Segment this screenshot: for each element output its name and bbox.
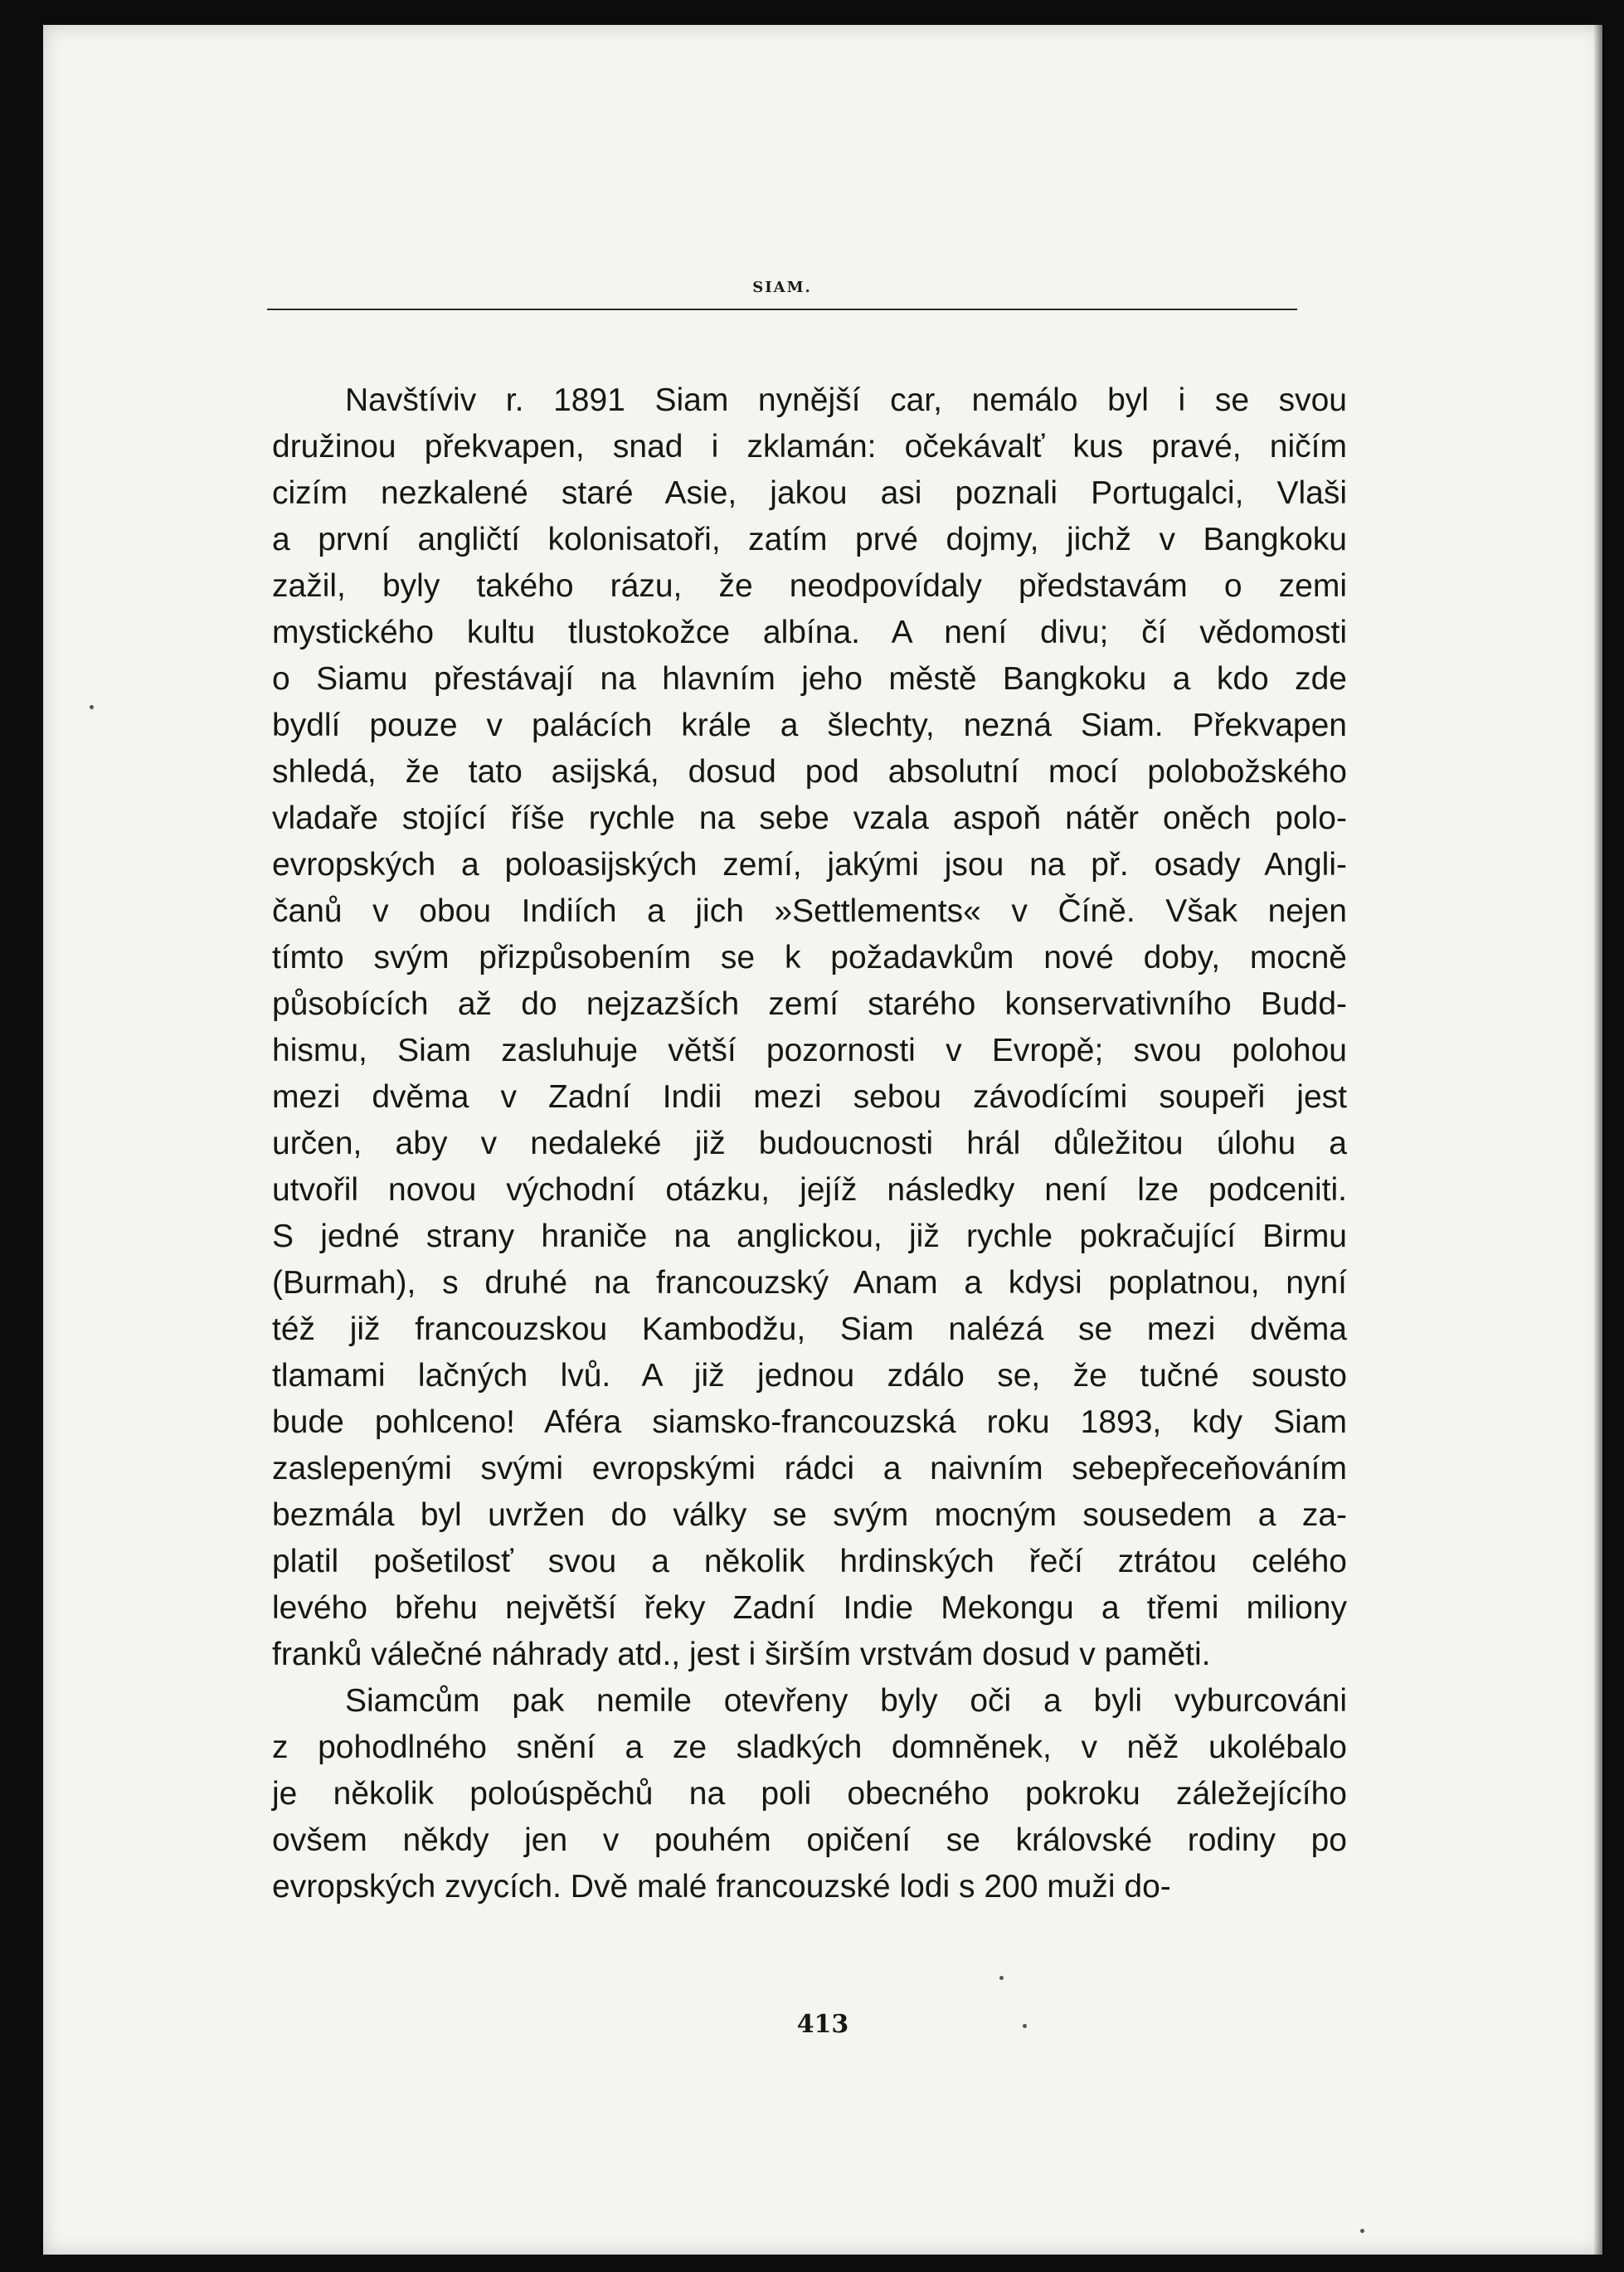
text-line: bude pohlceno! Aféra siamsko-francouzská roku 1893, kdy Siam (272, 1404, 1347, 1440)
text-line: levého břehu největší řeky Zadní Indie Mekongu a třemi miliony (272, 1590, 1347, 1626)
paragraph (272, 1678, 1347, 1910)
body-text (272, 377, 1347, 1910)
text-line: Siamcům pak nemile otevřeny byly oči a byli vyburcováni (345, 1683, 1347, 1719)
scan-speck (1023, 2024, 1027, 2028)
text-line: platil pošetilosť svou a několik hrdinských řečí ztrátou celého (272, 1544, 1347, 1579)
text-line: S jedné strany hraniče na anglickou, již rychle pokračující Birmu (272, 1219, 1347, 1254)
text-line: bezmála byl uvržen do války se svým mocným sousedem a za- (272, 1497, 1347, 1533)
text-line: bydlí pouze v palácích krále a šlechty, nezná Siam. Překvapen (272, 708, 1347, 743)
text-line: vladaře stojící říše rychle na sebe vzala aspoň nátěr oněch polo- (272, 800, 1347, 836)
text-line: čanů v obou Indiích a jich »Settlements« v Číně. Však nejen (272, 893, 1347, 929)
text-line: též již francouzskou Kambodžu, Siam nalézá se mezi dvěma (272, 1311, 1347, 1347)
text-line: mezi dvěma v Zadní Indii mezi sebou závodícími soupeři jest (272, 1079, 1347, 1115)
text-line: (Burmah), s druhé na francouzský Anam a kdysi poplatnou, nyní (272, 1265, 1347, 1301)
text-line: je několik poloúspěchů na poli obecného pokroku záležejícího (272, 1776, 1347, 1812)
text-line: družinou překvapen, snad i zklamán: očekávalť kus pravé, ničím (272, 429, 1347, 465)
text-line: a první angličtí kolonisatoři, zatím prvé dojmy, jichž v Bangkoku (272, 522, 1347, 557)
text-line: utvořil novou východní otázku, jejíž následky není lze podceniti. (272, 1172, 1347, 1208)
text-line: franků válečné náhrady atd., jest i širším vrstvám dosud v paměti. (272, 1637, 1211, 1672)
text-line: určen, aby v nedaleké již budoucnosti hrál důležitou úlohu a (272, 1126, 1347, 1161)
text-line: hismu, Siam zasluhuje větší pozornosti v Evropě; svou polohou (272, 1033, 1347, 1068)
text-line: působících až do nejzazších zemí starého konservativního Budd- (272, 986, 1347, 1022)
text-line: Navštíviv r. 1891 Siam nynější car, nemálo byl i se svou (345, 382, 1347, 418)
text-line: evropských zvycích. Dvě malé francouzské lodi s 200 muži do- (272, 1869, 1171, 1905)
text-line: shledá, že tato asijská, dosud pod absolutní mocí polobožského (272, 754, 1347, 790)
running-title: SIAM. (752, 279, 812, 296)
book-page (43, 25, 1602, 2255)
page-number: 413 (796, 2010, 849, 2039)
scan-speck (90, 705, 94, 709)
text-line: cizím nezkalené staré Asie, jakou asi poznali Portugalci, Vlaši (272, 475, 1347, 511)
text-line: zaslepenými svými evropskými rádci a naivním sebepřeceňováním (272, 1451, 1347, 1486)
text-line: zažil, byly takého rázu, že neodpovídaly představám o zemi (272, 568, 1347, 604)
text-line: evropských a poloasijských zemí, jakými jsou na př. osady Angli- (272, 847, 1347, 883)
paragraph (272, 377, 1347, 1678)
running-header (267, 257, 1297, 310)
scan-speck (999, 1976, 1004, 1980)
text-line: o Siamu přestávají na hlavním jeho městě Bangkoku a kdo zde (272, 661, 1347, 697)
text-line: tlamami lačných lvů. A již jednou zdálo se, že tučné sousto (272, 1358, 1347, 1394)
scan-speck (1360, 2229, 1364, 2233)
text-line: mystického kultu tlustokožce albína. A není divu; čí vědomosti (272, 615, 1347, 650)
text-line: tímto svým přizpůsobením se k požadavkům nové doby, mocně (272, 940, 1347, 975)
text-line: z pohodlného snění a ze sladkých domněnek, v něž ukolébalo (272, 1730, 1347, 1765)
text-line: ovšem někdy jen v pouhém opičení se královské rodiny po (272, 1822, 1347, 1858)
